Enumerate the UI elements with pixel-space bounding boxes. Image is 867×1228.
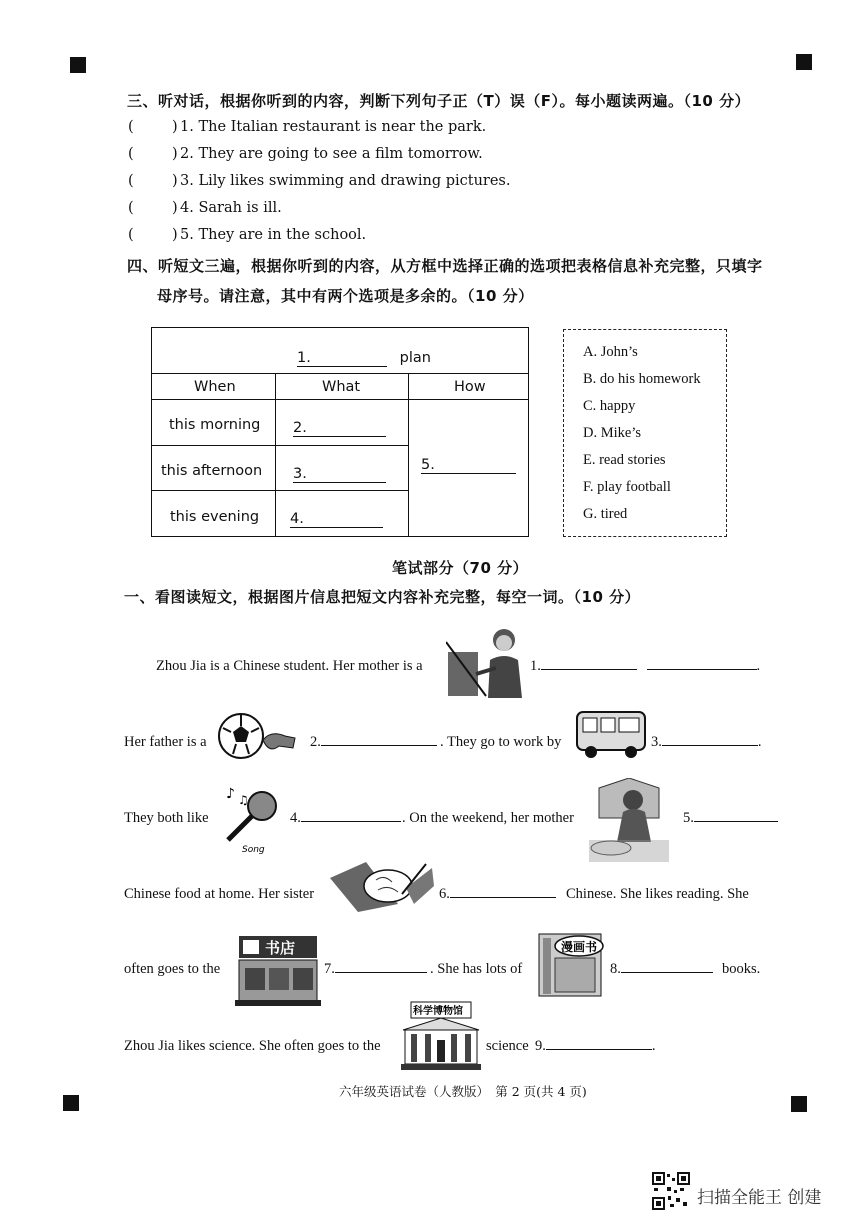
answer-paren-close: ) [172,227,178,243]
blank-4[interactable] [290,810,401,827]
period: . [756,658,761,674]
answer-paren-open[interactable]: ( [128,173,134,189]
blank-num: 2. [310,734,321,750]
bus-picture [575,706,647,760]
song-label: Song [242,845,265,854]
header-what: What [322,379,361,395]
cooking-picture [589,778,669,862]
written-section1-heading: 一、看图读短文，根据图片信息把短文内容补充完整，每空一词。（10 分） [124,588,641,606]
football-whistle-picture [217,710,301,764]
answer-paren-open[interactable]: ( [128,119,134,135]
story-text: Zhou Jia likes science. She often goes to the [124,1038,381,1054]
answer-paren-close: ) [172,200,178,216]
corner-mark-bottom-right [791,1096,807,1112]
answer-paren-close: ) [172,146,178,162]
blank-7[interactable] [324,961,427,978]
story-text: Her father is a [124,734,207,750]
period: . [651,1038,656,1054]
blank-num: 4. [290,810,301,826]
story-text: . On the weekend, her mother [402,810,574,826]
what-blank-3[interactable] [293,466,386,483]
microphone-song-picture [220,782,282,854]
bookstore-sign: 书店 [265,939,296,957]
blank-num: 5. [683,810,694,826]
item-text: 5. They are in the school. [180,227,367,243]
blank-num: 5. [421,457,516,474]
story-text: Chinese. She likes reading. She [566,886,749,902]
bookstore-picture [235,932,321,1006]
title-word: plan [399,350,431,366]
story-text: science [486,1038,529,1054]
plan-table [151,327,529,537]
science-museum-picture [401,1000,481,1070]
answer-paren-close: ) [172,173,178,189]
blank-6[interactable] [439,886,556,903]
svg-text:♪: ♪ [226,786,235,802]
blank-num: 4. [290,511,383,528]
option-f: F. play football [583,479,671,495]
option-a: A. John’s [583,344,638,360]
title-blank-num[interactable]: 1. [297,350,387,367]
what-blank-4[interactable] [290,511,383,528]
sales-clerk-picture [446,622,526,698]
blank-num: 7. [324,961,335,977]
option-e: E. read stories [583,452,666,468]
blank-num: 8. [610,961,621,977]
item-text: 4. Sarah is ill. [180,200,282,216]
row-when-morning: this morning [169,417,261,433]
row-when-evening: this evening [170,509,260,525]
row-when-afternoon: this afternoon [161,463,263,479]
page-footer: 六年级英语试卷（人教版） 第 2 页(共 4 页) [339,1084,587,1099]
blank-5[interactable] [683,810,778,827]
how-blank-5[interactable] [421,457,516,474]
header-when: When [194,379,236,395]
item-text: 1. The Italian restaurant is near the park. [180,119,487,135]
corner-mark-bottom-left [63,1095,79,1111]
answer-paren-open[interactable]: ( [128,146,134,162]
watermark-text: 扫描全能王 创建 [697,1188,822,1208]
blank-3[interactable] [651,734,762,751]
item-text: 3. Lily likes swimming and drawing pictures. [180,173,511,189]
museum-sign: 科学博物馆 [413,1006,463,1017]
period: . [757,734,762,750]
header-how: How [454,379,486,395]
section4-heading-line2: 母序号。请注意，其中有两个选项是多余的。（10 分） [157,287,534,305]
story-text: Zhou Jia is a Chinese student. Her mother is a [156,658,423,674]
story-text: books. [722,961,761,977]
story-text: . They go to work by [440,734,562,750]
option-d: D. Mike’s [583,425,641,441]
corner-mark-top-right [796,54,812,70]
what-blank-2[interactable] [293,420,386,437]
section3-heading: 三、听对话，根据你听到的内容，判断下列句子正（T）误（F）。每小题读两遍。（10 分） [127,92,751,110]
svg-text:♫: ♫ [238,793,249,807]
written-part-title: 笔试部分（70 分） [392,559,529,577]
item-text: 2. They are going to see a film tomorrow. [180,146,483,162]
blank-9[interactable] [535,1038,656,1055]
blank-8[interactable] [610,961,713,978]
blank-1[interactable] [530,658,760,675]
comic-label: 漫画书 [561,940,598,954]
answer-paren-close: ) [172,119,178,135]
comic-books-picture [535,928,607,1000]
blank-num: 9. [535,1038,546,1054]
qr-code-icon [652,1172,690,1210]
blank-num: 2. [293,420,386,437]
blank-num: 3. [293,466,386,483]
answer-paren-open[interactable]: ( [128,227,134,243]
option-c: C. happy [583,398,636,414]
corner-mark-top-left [70,57,86,73]
writing-picture [328,858,436,914]
story-text: Chinese food at home. Her sister [124,886,315,902]
blank-num: 3. [651,734,662,750]
section4-heading-line1: 四、听短文三遍，根据你听到的内容，从方框中选择正确的选项把表格信息补充完整，只填字 [127,257,763,275]
option-g: G. tired [583,506,628,522]
story-text: . She has lots of [430,961,523,977]
story-text: They both like [124,810,209,826]
story-text: often goes to the [124,961,221,977]
blank-num: 1. [530,658,541,674]
table-title [297,350,431,367]
blank-num: 6. [439,886,450,902]
option-b: B. do his homework [583,371,701,387]
blank-2[interactable] [310,734,437,751]
answer-paren-open[interactable]: ( [128,200,134,216]
